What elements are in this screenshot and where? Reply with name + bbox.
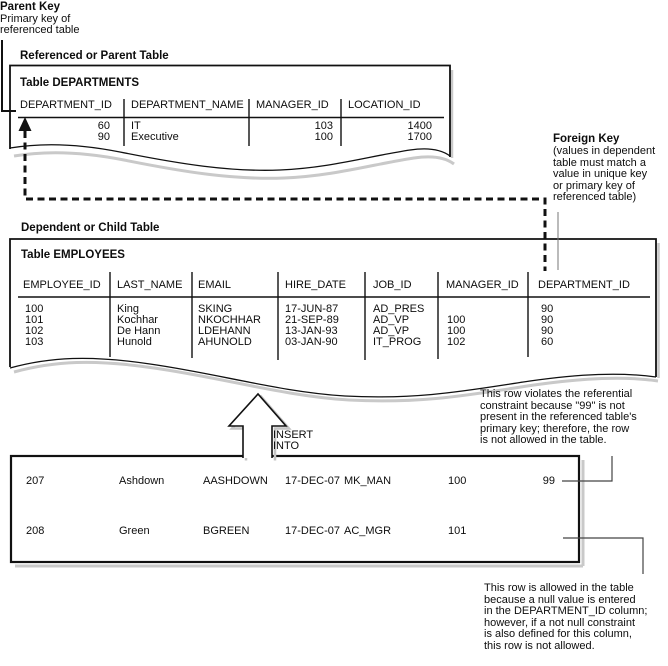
- insert-box-outline: [11, 456, 579, 562]
- child-table-title: Table EMPLOYEES: [21, 249, 125, 261]
- table-cell: 21-SEP-89: [285, 314, 339, 326]
- table-cell: 13-JAN-93: [285, 325, 338, 337]
- foreign-key-note-line: or primary key of: [553, 179, 635, 192]
- child-column-header: JOB_ID: [373, 279, 412, 291]
- table-cell: De Hann: [117, 325, 161, 337]
- table-cell: 17-DEC-07: [285, 525, 341, 537]
- table-cell: King: [117, 303, 140, 315]
- table-cell: SKING: [198, 303, 233, 315]
- table-cell: 17-DEC-07: [285, 475, 341, 487]
- child-column-header: DEPARTMENT_ID: [538, 279, 630, 291]
- table-cell: 90: [97, 131, 110, 143]
- table-cell: Green: [119, 525, 150, 537]
- allowed-note-line: in the DEPARTMENT_ID column;: [484, 605, 648, 617]
- violation-note-line: is not allowed in the table.: [480, 434, 607, 446]
- table-cell: 100: [448, 475, 467, 487]
- table-cell: 17-JUN-87: [285, 303, 339, 315]
- table-cell: 100: [447, 325, 466, 337]
- table-cell: Ashdown: [119, 475, 165, 487]
- parent-key-note-line: Primary key of: [0, 13, 71, 25]
- table-cell: 100: [25, 303, 44, 315]
- table-cell: 103: [25, 336, 44, 348]
- table-cell: 100: [447, 314, 466, 326]
- allowed-note-line: because a null value is entered: [484, 593, 636, 606]
- table-cell: 208: [26, 525, 45, 537]
- table-cell: Hunold: [117, 336, 152, 348]
- parent-column-header: LOCATION_ID: [348, 99, 421, 111]
- foreign-key-note-line: table must match a: [553, 156, 646, 169]
- parent-key-note-line: referenced table: [0, 24, 80, 36]
- insert-into-label: INTO: [273, 440, 300, 452]
- table-cell: AASHDOWN: [203, 475, 268, 487]
- child-column-header: HIRE_DATE: [285, 279, 346, 291]
- table-cell: LDEHANN: [198, 325, 251, 337]
- violation-note-line: This row violates the referential: [480, 388, 633, 400]
- table-cell: AD_VP: [373, 314, 410, 326]
- foreign-key-note-line: (values in dependent: [553, 145, 656, 157]
- table-cell: 102: [447, 336, 466, 348]
- table-cell: 99: [542, 475, 555, 487]
- parent-column-header: DEPARTMENT_ID: [20, 99, 112, 111]
- parent-table-section-label: Referenced or Parent Table: [20, 50, 169, 62]
- table-cell: AC_MGR: [344, 525, 392, 537]
- parent-key-title: Parent Key: [0, 1, 61, 13]
- table-cell: 90: [541, 325, 554, 337]
- table-cell: 100: [314, 131, 333, 143]
- table-cell: MK_MAN: [344, 475, 392, 487]
- table-cell: Executive: [131, 131, 179, 143]
- table-cell: IT: [131, 120, 141, 132]
- table-cell: 90: [541, 314, 554, 326]
- table-cell: 1400: [407, 120, 432, 132]
- foreign-key-note-line: value in unique key: [553, 168, 648, 180]
- foreign-key-title: Foreign Key: [553, 133, 620, 145]
- violation-note-line: constraint because "99" is not: [480, 399, 625, 412]
- parent-table-wave-shadow: [14, 153, 454, 179]
- child-column-header: EMPLOYEE_ID: [23, 279, 101, 291]
- table-cell: IT_PROG: [373, 336, 422, 348]
- parent-table-wave-edge: [10, 145, 450, 171]
- violation-connector-line: [562, 456, 612, 481]
- parent-key-callout-line: [2, 40, 16, 111]
- child-table-section-label: Dependent or Child Table: [21, 222, 160, 234]
- table-cell: 60: [541, 336, 554, 348]
- table-cell: AHUNOLD: [198, 336, 252, 348]
- table-cell: AD_VP: [373, 325, 410, 337]
- table-cell: NKOCHHAR: [198, 314, 261, 326]
- table-cell: 1700: [407, 131, 432, 143]
- table-cell: 90: [541, 303, 554, 315]
- foreign-key-note-line: referenced table): [553, 191, 637, 203]
- table-cell: 101: [25, 314, 44, 326]
- allowed-note-line: is also defined for this column,: [484, 628, 632, 640]
- table-cell: AD_PRES: [373, 303, 425, 315]
- allowed-note-line: this row is not allowed.: [484, 639, 595, 652]
- insert-into-label: INSERT: [273, 429, 314, 441]
- child-column-header: EMAIL: [198, 279, 232, 291]
- table-cell: BGREEN: [203, 525, 250, 537]
- allowed-connector-line: [563, 538, 643, 574]
- table-cell: 103: [314, 120, 333, 132]
- child-column-header: LAST_NAME: [117, 279, 183, 291]
- table-cell: 102: [25, 325, 44, 337]
- allowed-note-line: however, if a not null constraint: [484, 616, 636, 629]
- violation-note-line: primary key; therefore, the row: [480, 422, 630, 435]
- child-column-header: MANAGER_ID: [446, 279, 519, 291]
- table-cell: 60: [97, 120, 110, 132]
- parent-table-title: Table DEPARTMENTS: [20, 77, 140, 89]
- violation-note-line: present in the referenced table's: [480, 411, 637, 423]
- table-cell: 101: [448, 525, 467, 537]
- table-cell: 03-JAN-90: [285, 336, 338, 348]
- allowed-note-line: This row is allowed in the table: [484, 582, 634, 594]
- parent-column-header: MANAGER_ID: [256, 99, 329, 111]
- table-cell: 207: [26, 475, 45, 487]
- table-cell: Kochhar: [117, 314, 158, 326]
- parent-column-header: DEPARTMENT_NAME: [131, 99, 244, 111]
